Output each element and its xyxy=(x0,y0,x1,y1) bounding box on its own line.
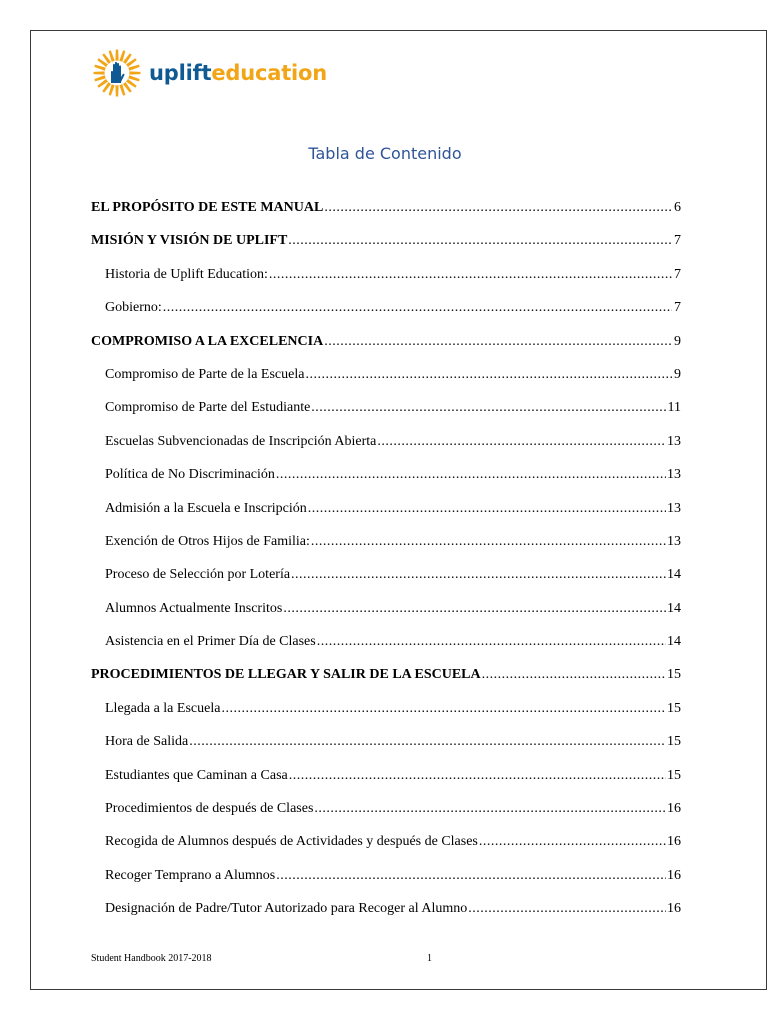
toc-entry[interactable] xyxy=(91,567,681,600)
sun-ray xyxy=(115,50,118,61)
toc-entry[interactable] xyxy=(91,834,681,867)
toc-entry-label: Exención de Otros Hijos de Familia: xyxy=(105,533,310,549)
toc-entry-label: PROCEDIMIENTOS DE LLEGAR Y SALIR DE LA ESCUELA xyxy=(91,667,481,683)
logo xyxy=(92,48,327,98)
toc-entry-page: 7 xyxy=(674,233,681,249)
toc-entry-page: 6 xyxy=(674,200,681,215)
sun-ray xyxy=(128,75,139,81)
table-of-contents xyxy=(91,200,681,935)
toc-leader-dots xyxy=(468,901,666,917)
toc-entry[interactable] xyxy=(91,334,681,367)
toc-entry-label: Procedimientos de después de Clases xyxy=(105,801,314,817)
sun-ray xyxy=(119,50,125,61)
toc-entry-page: 9 xyxy=(674,333,681,349)
toc-entry-label: Designación de Padre/Tutor Autorizado para Recoger al Alumno xyxy=(105,901,468,917)
toc-entry-label: Recoger Temprano a Alumnos xyxy=(105,867,276,883)
toc-leader-dots xyxy=(289,768,666,784)
toc-leader-dots xyxy=(482,667,666,683)
toc-entry[interactable] xyxy=(91,200,681,233)
toc-entry-page: 15 xyxy=(667,767,681,783)
sun-ray xyxy=(94,65,105,71)
sun-ray xyxy=(115,85,118,96)
toc-entry[interactable] xyxy=(91,801,681,834)
toc-entry-label: Hora de Salida xyxy=(105,734,189,750)
toc-entry-page: 14 xyxy=(667,567,681,583)
toc-entry-page: 7 xyxy=(674,300,681,316)
sun-ray xyxy=(129,71,140,74)
sun-ray xyxy=(109,84,115,95)
toc-leader-dots xyxy=(276,467,666,483)
toc-leader-dots xyxy=(291,567,666,583)
logo-text-education: education xyxy=(211,60,328,85)
toc-entry[interactable] xyxy=(91,501,681,534)
toc-entry-label: Alumnos Actualmente Inscritos xyxy=(105,600,283,616)
toc-entry-page: 7 xyxy=(674,266,681,282)
footer-handbook-label: Student Handbook 2017-2018 xyxy=(91,953,212,964)
toc-leader-dots xyxy=(324,200,672,216)
toc-entry-page: 13 xyxy=(667,467,681,483)
toc-entry-page: 13 xyxy=(667,500,681,516)
toc-entry-label: Compromiso de Parte del Estudiante xyxy=(105,400,311,416)
toc-entry-label: Admisión a la Escuela e Inscripción xyxy=(105,500,307,516)
toc-entry-page: 15 xyxy=(667,734,681,750)
toc-leader-dots xyxy=(288,233,672,249)
toc-entry-page: 16 xyxy=(667,801,681,817)
toc-entry-page: 13 xyxy=(667,533,681,549)
toc-leader-dots xyxy=(308,501,666,517)
toc-entry[interactable] xyxy=(91,634,681,667)
footer-page-number: 1 xyxy=(427,953,432,964)
page-title: Tabla de Contenido xyxy=(308,144,462,163)
toc-entry-page: 16 xyxy=(667,867,681,883)
sun-ray xyxy=(119,84,125,95)
toc-entry[interactable] xyxy=(91,400,681,433)
logo-text-uplift: uplift xyxy=(149,60,212,85)
toc-entry[interactable] xyxy=(91,601,681,634)
toc-entry[interactable] xyxy=(91,233,681,266)
toc-entry-label: Escuelas Subvencionadas de Inscripción Abierta xyxy=(105,433,377,449)
toc-leader-dots xyxy=(311,534,666,550)
toc-leader-dots xyxy=(324,334,672,350)
toc-entry-label: Compromiso de Parte de la Escuela xyxy=(105,366,305,382)
toc-entry-page: 14 xyxy=(667,600,681,616)
toc-leader-dots xyxy=(305,367,672,383)
toc-entry-label: Política de No Discriminación xyxy=(105,467,275,483)
toc-entry-page: 16 xyxy=(667,834,681,850)
toc-entry-label: EL PROPÓSITO DE ESTE MANUAL xyxy=(91,200,324,215)
toc-entry[interactable] xyxy=(91,267,681,300)
toc-entry[interactable] xyxy=(91,534,681,567)
toc-entry-label: COMPROMISO A LA EXCELENCIA xyxy=(91,333,324,349)
toc-entry[interactable] xyxy=(91,901,681,934)
toc-leader-dots xyxy=(479,834,666,850)
toc-entry-page: 15 xyxy=(667,667,681,683)
toc-entry-page: 14 xyxy=(667,634,681,650)
toc-entry-page: 11 xyxy=(667,400,681,416)
toc-leader-dots xyxy=(377,434,666,450)
toc-entry-label: Proceso de Selección por Lotería xyxy=(105,567,291,583)
toc-leader-dots xyxy=(317,634,666,650)
toc-entry-label: Gobierno: xyxy=(105,300,162,316)
toc-entry[interactable] xyxy=(91,701,681,734)
toc-entry-label: Llegada a la Escuela xyxy=(105,700,221,716)
toc-leader-dots xyxy=(221,701,666,717)
toc-entry[interactable] xyxy=(91,367,681,400)
toc-leader-dots xyxy=(283,601,666,617)
sun-ray xyxy=(94,71,105,74)
toc-leader-dots xyxy=(314,801,666,817)
sun-ray xyxy=(128,65,139,71)
toc-entry-label: MISIÓN Y VISIÓN DE UPLIFT xyxy=(91,233,288,249)
toc-entry-label: Historia de Uplift Education: xyxy=(105,266,268,282)
toc-entry-label: Estudiantes que Caminan a Casa xyxy=(105,767,288,783)
raised-hand-sun-icon xyxy=(92,48,142,98)
toc-entry-page: 15 xyxy=(667,700,681,716)
toc-leader-dots xyxy=(276,868,666,884)
toc-leader-dots xyxy=(189,734,666,750)
toc-entry-page: 16 xyxy=(667,901,681,917)
toc-entry[interactable] xyxy=(91,734,681,767)
toc-entry-label: Asistencia en el Primer Día de Clases xyxy=(105,634,316,650)
toc-entry-page: 9 xyxy=(674,366,681,382)
logo-wordmark xyxy=(149,60,328,85)
toc-leader-dots xyxy=(311,400,666,416)
sun-ray xyxy=(109,50,115,61)
toc-entry[interactable] xyxy=(91,667,681,700)
toc-entry[interactable] xyxy=(91,300,681,333)
toc-entry-page: 13 xyxy=(667,433,681,449)
sun-ray xyxy=(94,75,105,81)
toc-entry[interactable] xyxy=(91,768,681,801)
toc-entry[interactable] xyxy=(91,868,681,901)
toc-entry[interactable] xyxy=(91,434,681,467)
toc-leader-dots xyxy=(163,300,672,316)
toc-entry[interactable] xyxy=(91,467,681,500)
toc-entry-label: Recogida de Alumnos después de Actividades y después de Clases xyxy=(105,834,478,850)
toc-leader-dots xyxy=(269,267,672,283)
